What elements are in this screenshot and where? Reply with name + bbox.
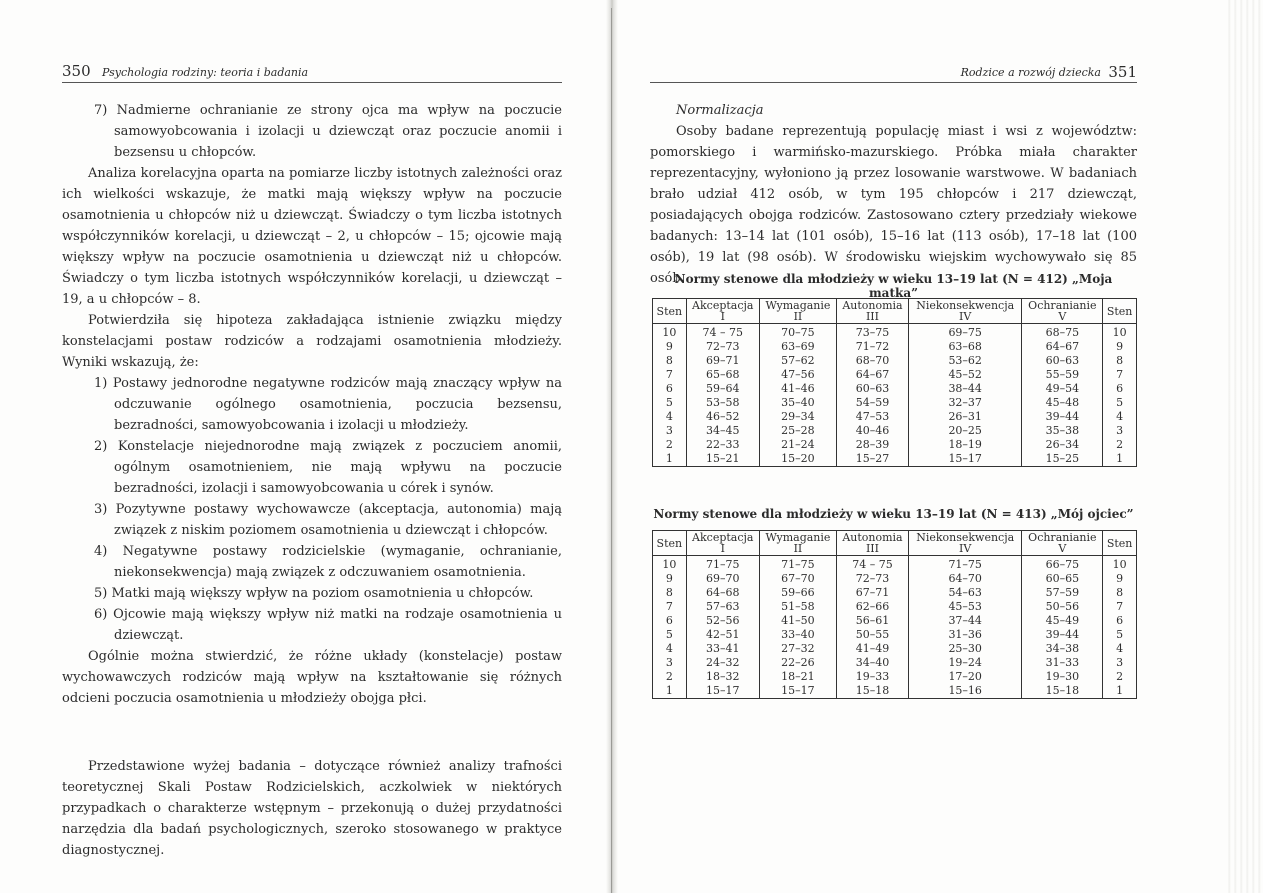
table-cell: 5 bbox=[653, 628, 687, 642]
table-cell: 54–63 bbox=[908, 586, 1022, 600]
table-cell: 37–44 bbox=[908, 614, 1022, 628]
table-cell: 15–21 bbox=[686, 452, 759, 467]
table-cell: 17–20 bbox=[908, 670, 1022, 684]
table-cell: 4 bbox=[653, 642, 687, 656]
table-cell: 4 bbox=[1103, 410, 1137, 424]
table-cell: 2 bbox=[653, 670, 687, 684]
gutter-line bbox=[611, 8, 612, 893]
table-cell: 56–61 bbox=[836, 614, 908, 628]
table-cell: 60–65 bbox=[1022, 572, 1103, 586]
table-cell: 74 – 75 bbox=[686, 324, 759, 341]
table-row bbox=[653, 684, 1137, 699]
table-row bbox=[653, 572, 1137, 586]
table-cell: 6 bbox=[1103, 614, 1137, 628]
table-row bbox=[653, 586, 1137, 600]
table-cell: 53–62 bbox=[908, 354, 1022, 368]
table-cell: 15–18 bbox=[836, 684, 908, 699]
table-cell: 19–24 bbox=[908, 656, 1022, 670]
table-cell: 25–28 bbox=[759, 424, 836, 438]
column-header-numeral: III bbox=[865, 310, 879, 323]
book-gutter bbox=[606, 0, 618, 893]
column-header-label: Akceptacja bbox=[692, 531, 754, 544]
table-cell: 45–49 bbox=[1022, 614, 1103, 628]
table-cell: 26–34 bbox=[1022, 438, 1103, 452]
paragraph: Analiza korelacyjna oparta na pomiarze liczby istotnych zależności oraz ich wielkości wskazuje, że matki mają większy wpływ na poczucie osamotnienia u chłopców niż u dziewcząt. Świadczy o tym liczba istotnych współczynników korelacji, u dziewcząt – 2, u chłopców – 15; ojcowie mają większy wpływ na poczucie osamotnienia u dziewcząt niż u chłopców. Świadczy o tym liczba istotnych współczynników korelacji, u dziewcząt – 19, a u chłopców – 8. bbox=[62, 166, 562, 307]
table-row bbox=[653, 396, 1137, 410]
table-cell: 15–17 bbox=[759, 684, 836, 699]
table-cell: 2 bbox=[1103, 438, 1137, 452]
table-cell: 41–46 bbox=[759, 382, 836, 396]
table-cell: 15–17 bbox=[686, 684, 759, 699]
list-item: 2) Konstelacje niejednorodne mają związek z poczuciem anomii, ogólnym osamotnieniem, nie mają wpływu na poczucie bezradności, izolacji i samowyobcowania u córek i synów. bbox=[94, 439, 562, 496]
table-cell: 63–68 bbox=[908, 340, 1022, 354]
table-cell: 6 bbox=[653, 614, 687, 628]
table-cell: 7 bbox=[653, 600, 687, 614]
column-header-label: Sten bbox=[656, 304, 683, 318]
table-cell: 5 bbox=[1103, 628, 1137, 642]
table-cell: 28–39 bbox=[836, 438, 908, 452]
table-cell: 62–66 bbox=[836, 600, 908, 614]
table-cell: 1 bbox=[653, 452, 687, 467]
column-header-label: Sten bbox=[1106, 536, 1133, 550]
table-cell: 71–75 bbox=[908, 556, 1022, 573]
table-cell: 10 bbox=[653, 324, 687, 341]
column-header-numeral: V bbox=[1058, 542, 1067, 555]
table-cell: 66–75 bbox=[1022, 556, 1103, 573]
table-cell: 9 bbox=[1103, 572, 1137, 586]
table-row bbox=[653, 670, 1137, 684]
column-header-label: Wymaganie bbox=[765, 531, 831, 544]
table-caption-mother: Normy stenowe dla młodzieży w wieku 13–19 lat (N = 412) „Moja matka” bbox=[674, 272, 1113, 300]
table-cell: 15–18 bbox=[1022, 684, 1103, 699]
column-header bbox=[759, 299, 836, 324]
table-cell: 6 bbox=[1103, 382, 1137, 396]
table-cell: 2 bbox=[1103, 670, 1137, 684]
table-cell: 71–75 bbox=[686, 556, 759, 573]
table-cell: 60–63 bbox=[1022, 354, 1103, 368]
table-cell: 72–73 bbox=[836, 572, 908, 586]
paragraph: Ogólnie można stwierdzić, że różne układy (konstelacje) postaw wychowawczych rodziców mają wpływ na kształtowanie się różnych odcieni poczucia osamotnienia u młodzieży obojga płci. bbox=[62, 649, 562, 706]
table-cell: 69–75 bbox=[908, 324, 1022, 341]
right-page-number: 351 bbox=[1108, 63, 1137, 81]
column-header bbox=[1103, 299, 1137, 324]
table-cell: 3 bbox=[653, 656, 687, 670]
table-cell: 49–54 bbox=[1022, 382, 1103, 396]
table-cell: 22–33 bbox=[686, 438, 759, 452]
column-header bbox=[1103, 531, 1137, 556]
paragraph-spacer bbox=[62, 722, 562, 743]
table-row bbox=[653, 614, 1137, 628]
table-cell: 35–38 bbox=[1022, 424, 1103, 438]
table-cell: 31–33 bbox=[1022, 656, 1103, 670]
column-header-label: Wymaganie bbox=[765, 299, 831, 312]
table-cell: 50–56 bbox=[1022, 600, 1103, 614]
column-header bbox=[653, 299, 687, 324]
column-header-numeral: V bbox=[1058, 310, 1067, 323]
paragraph: Potwierdziła się hipoteza zakładająca istnienie związku między konstelacjami postaw rodziców a rodzajami osamotnienia młodzieży. Wyniki wskazują, że: bbox=[62, 313, 562, 370]
table-cell: 41–50 bbox=[759, 614, 836, 628]
table-row bbox=[653, 438, 1137, 452]
table-cell: 41–49 bbox=[836, 642, 908, 656]
table-row bbox=[653, 324, 1137, 341]
table-cell: 65–68 bbox=[686, 368, 759, 382]
table-cell: 15–25 bbox=[1022, 452, 1103, 467]
table-row bbox=[653, 382, 1137, 396]
table-cell: 15–16 bbox=[908, 684, 1022, 699]
table-cell: 38–44 bbox=[908, 382, 1022, 396]
column-header-numeral: IV bbox=[959, 542, 972, 555]
table-cell: 32–37 bbox=[908, 396, 1022, 410]
table-cell: 39–44 bbox=[1022, 410, 1103, 424]
table-cell: 71–72 bbox=[836, 340, 908, 354]
column-header bbox=[759, 531, 836, 556]
list-item: 4) Negatywne postawy rodzicielskie (wymaganie, ochranianie, niekonsekwencja) mają związek z odczuwaniem osamotnienia. bbox=[94, 544, 562, 580]
table-cell: 6 bbox=[653, 382, 687, 396]
table-cell: 55–59 bbox=[1022, 368, 1103, 382]
column-header-numeral: III bbox=[865, 542, 879, 555]
table-cell: 63–69 bbox=[759, 340, 836, 354]
right-running-title: Rodzice a rozwój dziecka bbox=[960, 66, 1101, 79]
list-item: 6) Ojcowie mają większy wpływ niż matki na rodzaje osamotnienia u dziewcząt. bbox=[94, 607, 562, 643]
table-cell: 27–32 bbox=[759, 642, 836, 656]
norms-table-father bbox=[652, 530, 1137, 699]
table-cell: 52–56 bbox=[686, 614, 759, 628]
table-row bbox=[653, 628, 1137, 642]
list-item: 5) Matki mają większy wpływ na poziom osamotnienia u chłopców. bbox=[94, 586, 534, 601]
column-header-label: Autonomia bbox=[842, 299, 903, 312]
column-header bbox=[1022, 299, 1103, 324]
table-cell: 57–62 bbox=[759, 354, 836, 368]
table-cell: 57–63 bbox=[686, 600, 759, 614]
table-cell: 22–26 bbox=[759, 656, 836, 670]
paragraph: Osoby badane reprezentują populację miast i wsi z województw: pomorskiego i warmińsko-mazurskiego. Próbka miała charakter reprezentacyjny, wyłoniono ją przez losowanie warstwowe. W badaniach brało udział 412 osób, w tym 195 chłopców i 217 dziewcząt, posiadających obojga rodziców. Zastosowano cztery przedziały wiekowe badanych: 13–14 lat (101 osób), 15–16 lat (113 osób), 17–18 lat (100 osób), 19 lat (98 osób). W środowisku wiejskim wychowywało się 85 osób. bbox=[650, 124, 1137, 286]
column-header-label: Sten bbox=[656, 536, 683, 550]
table-cell: 71–75 bbox=[759, 556, 836, 573]
table-cell: 5 bbox=[1103, 396, 1137, 410]
table-cell: 31–36 bbox=[908, 628, 1022, 642]
table-cell: 4 bbox=[1103, 642, 1137, 656]
table-cell: 18–32 bbox=[686, 670, 759, 684]
table-caption-father: Normy stenowe dla młodzieży w wieku 13–19 lat (N = 413) „Mój ojciec” bbox=[653, 507, 1134, 521]
column-header-numeral: I bbox=[720, 310, 725, 323]
table-cell: 50–55 bbox=[836, 628, 908, 642]
table-cell: 9 bbox=[653, 572, 687, 586]
table-cell: 7 bbox=[1103, 600, 1137, 614]
table-cell: 15–27 bbox=[836, 452, 908, 467]
table-cell: 5 bbox=[653, 396, 687, 410]
table-cell: 34–38 bbox=[1022, 642, 1103, 656]
table-cell: 64–70 bbox=[908, 572, 1022, 586]
table-cell: 7 bbox=[653, 368, 687, 382]
table-cell: 19–30 bbox=[1022, 670, 1103, 684]
table-cell: 72–73 bbox=[686, 340, 759, 354]
table-cell: 57–59 bbox=[1022, 586, 1103, 600]
right-page bbox=[650, 0, 1137, 893]
left-page-body bbox=[62, 100, 562, 861]
left-page-number: 350 bbox=[62, 62, 91, 80]
column-header-label: Sten bbox=[1106, 304, 1133, 318]
table-cell: 39–44 bbox=[1022, 628, 1103, 642]
table-cell: 18–21 bbox=[759, 670, 836, 684]
table-cell: 45–48 bbox=[1022, 396, 1103, 410]
table-cell: 42–51 bbox=[686, 628, 759, 642]
table-cell: 64–68 bbox=[686, 586, 759, 600]
column-header-label: Niekonsekwencja bbox=[916, 531, 1015, 544]
norms-table-mother bbox=[652, 298, 1137, 467]
column-header bbox=[686, 299, 759, 324]
table-cell: 60–63 bbox=[836, 382, 908, 396]
table-cell: 29–34 bbox=[759, 410, 836, 424]
left-page bbox=[62, 0, 562, 893]
table-cell: 2 bbox=[653, 438, 687, 452]
table-cell: 1 bbox=[1103, 452, 1137, 467]
table-row bbox=[653, 600, 1137, 614]
table-cell: 34–45 bbox=[686, 424, 759, 438]
table-cell: 15–20 bbox=[759, 452, 836, 467]
column-header-numeral: II bbox=[793, 542, 803, 555]
left-page-header bbox=[62, 62, 562, 83]
table-cell: 67–71 bbox=[836, 586, 908, 600]
table-cell: 3 bbox=[1103, 656, 1137, 670]
table-cell: 7 bbox=[1103, 368, 1137, 382]
section-subheading: Normalizacja bbox=[676, 103, 764, 118]
table-cell: 54–59 bbox=[836, 396, 908, 410]
table-cell: 67–70 bbox=[759, 572, 836, 586]
table-cell: 3 bbox=[653, 424, 687, 438]
table-row bbox=[653, 354, 1137, 368]
table-cell: 35–40 bbox=[759, 396, 836, 410]
paragraph: Przedstawione wyżej badania – dotyczące również analizy trafności teoretycznej Skali Postaw Rodzicielskich, aczkolwiek w niektórych przypadkach o charakterze wstępnym – przekonują o dużej przydatności narzędzia dla badań psychologicznych, szeroko stosowanego w praktyce diagnostycznej. bbox=[62, 759, 562, 858]
table-row bbox=[653, 656, 1137, 670]
table-cell: 10 bbox=[1103, 556, 1137, 573]
table-row bbox=[653, 368, 1137, 382]
table-row bbox=[653, 410, 1137, 424]
list-item: 1) Postawy jednorodne negatywne rodziców mają znaczący wpływ na odczuwanie ogólnego osamotnienia, poczucia bezsensu, bezradności, samowyobcowania i izolacji u młodzieży. bbox=[94, 376, 562, 433]
table-cell: 53–58 bbox=[686, 396, 759, 410]
table-cell: 18–19 bbox=[908, 438, 1022, 452]
column-header-numeral: I bbox=[720, 542, 725, 555]
table-cell: 26–31 bbox=[908, 410, 1022, 424]
right-page-header bbox=[650, 62, 1137, 83]
table-cell: 21–24 bbox=[759, 438, 836, 452]
column-header bbox=[908, 299, 1022, 324]
table-cell: 20–25 bbox=[908, 424, 1022, 438]
table-cell: 8 bbox=[1103, 354, 1137, 368]
table-cell: 3 bbox=[1103, 424, 1137, 438]
table-cell: 19–33 bbox=[836, 670, 908, 684]
right-page-body bbox=[650, 100, 1137, 289]
table-cell: 45–53 bbox=[908, 600, 1022, 614]
column-header bbox=[653, 531, 687, 556]
table-cell: 8 bbox=[1103, 586, 1137, 600]
table-cell: 9 bbox=[1103, 340, 1137, 354]
table-cell: 24–32 bbox=[686, 656, 759, 670]
table-cell: 33–40 bbox=[759, 628, 836, 642]
table-cell: 33–41 bbox=[686, 642, 759, 656]
table-cell: 64–67 bbox=[836, 368, 908, 382]
table-cell: 47–53 bbox=[836, 410, 908, 424]
column-header bbox=[836, 299, 908, 324]
column-header-numeral: II bbox=[793, 310, 803, 323]
table-cell: 68–70 bbox=[836, 354, 908, 368]
table-row bbox=[653, 452, 1137, 467]
table-cell: 4 bbox=[653, 410, 687, 424]
column-header bbox=[908, 531, 1022, 556]
table-cell: 10 bbox=[653, 556, 687, 573]
table-cell: 64–67 bbox=[1022, 340, 1103, 354]
left-running-title: Psychologia rodziny: teoria i badania bbox=[102, 66, 309, 79]
table-cell: 10 bbox=[1103, 324, 1137, 341]
table-row bbox=[653, 340, 1137, 354]
table-cell: 69–70 bbox=[686, 572, 759, 586]
column-header bbox=[836, 531, 908, 556]
column-header bbox=[1022, 531, 1103, 556]
table-cell: 46–52 bbox=[686, 410, 759, 424]
table-cell: 9 bbox=[653, 340, 687, 354]
table-cell: 15–17 bbox=[908, 452, 1022, 467]
table-cell: 45–52 bbox=[908, 368, 1022, 382]
table-cell: 1 bbox=[1103, 684, 1137, 699]
table-cell: 59–66 bbox=[759, 586, 836, 600]
column-header-label: Akceptacja bbox=[692, 299, 754, 312]
table-cell: 34–40 bbox=[836, 656, 908, 670]
list-item: 7) Nadmierne ochranianie ze strony ojca ma wpływ na poczucie samowyobcowania i izolacji u dziewcząt oraz poczucie anomii i bezsensu u chłopców. bbox=[94, 103, 562, 160]
column-header-numeral: IV bbox=[959, 310, 972, 323]
table-row bbox=[653, 424, 1137, 438]
table-cell: 74 – 75 bbox=[836, 556, 908, 573]
table-cell: 25–30 bbox=[908, 642, 1022, 656]
table-row bbox=[653, 642, 1137, 656]
column-header bbox=[686, 531, 759, 556]
table-cell: 73–75 bbox=[836, 324, 908, 341]
column-header-label: Autonomia bbox=[842, 531, 903, 544]
table-cell: 51–58 bbox=[759, 600, 836, 614]
table-cell: 69–71 bbox=[686, 354, 759, 368]
table-cell: 59–64 bbox=[686, 382, 759, 396]
column-header-label: Niekonsekwencja bbox=[916, 299, 1015, 312]
table-cell: 1 bbox=[653, 684, 687, 699]
column-header-label: Ochranianie bbox=[1028, 531, 1097, 544]
table-cell: 8 bbox=[653, 586, 687, 600]
table-cell: 8 bbox=[653, 354, 687, 368]
table-row bbox=[653, 556, 1137, 573]
page-edges bbox=[1225, 0, 1263, 893]
column-header-label: Ochranianie bbox=[1028, 299, 1097, 312]
table-cell: 70–75 bbox=[759, 324, 836, 341]
list-item: 3) Pozytywne postawy wychowawcze (akceptacja, autonomia) mają związek z niskim poziomem osamotnienia u dziewcząt i chłopców. bbox=[94, 502, 562, 538]
table-cell: 40–46 bbox=[836, 424, 908, 438]
table-cell: 68–75 bbox=[1022, 324, 1103, 341]
table-cell: 47–56 bbox=[759, 368, 836, 382]
